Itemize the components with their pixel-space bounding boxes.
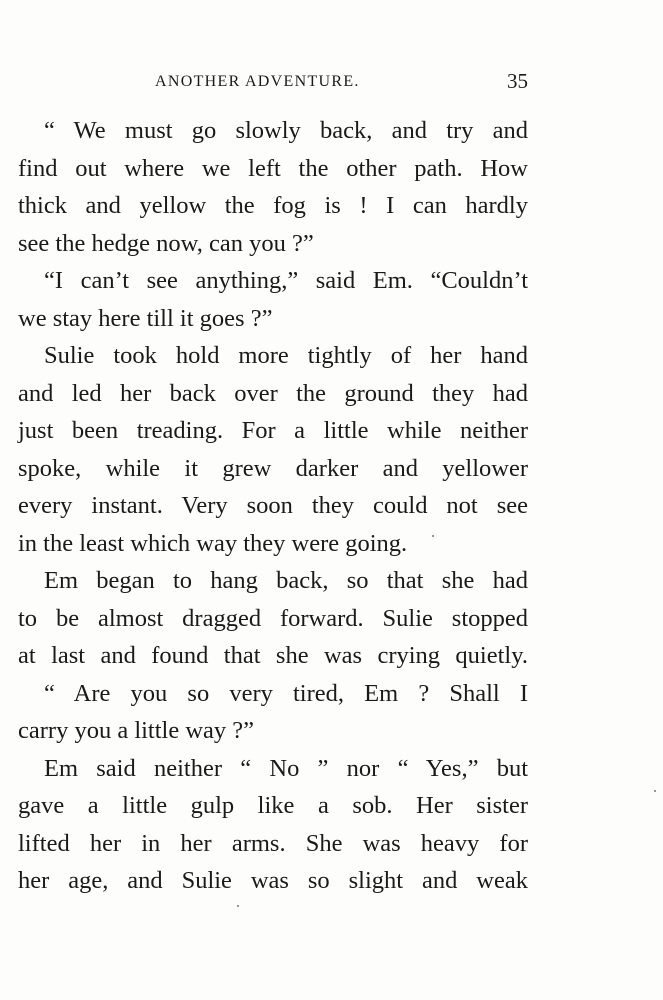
text-line-19: gave a little gulp like a sob. Her sister (18, 792, 528, 819)
text-line-20: lifted her in her arms. She was heavy for (18, 829, 528, 857)
running-head (18, 70, 528, 94)
paper-speck (654, 790, 656, 792)
text-line-18: Em said neither “ No ” nor “ Yes,” but (44, 754, 528, 782)
paper-speck (432, 535, 434, 537)
text-line-6: we stay here till it goes ?” (18, 304, 273, 332)
text-line-7: Sulie took hold more tightly of her hand (44, 342, 528, 369)
text-line-2: find out where we left the other path. How (18, 154, 528, 182)
body-text (18, 112, 528, 900)
text-line-5: “I can’t see anything,” said Em. “Couldn’t (44, 267, 528, 294)
text-line-3: thick and yellow the fog is ! I can hardly (18, 192, 528, 219)
running-title: ANOTHER ADVENTURE. (155, 73, 360, 90)
text-line-9: just been treading. For a little while neither (18, 417, 528, 444)
text-line-15: at last and found that she was crying quietly. (18, 642, 528, 669)
text-line-12: in the least which way they were going. (18, 529, 408, 557)
text-line-16: “ Are you so very tired, Em ? Shall I (44, 679, 528, 707)
text-line-21: her age, and Sulie was so slight and weak (18, 867, 528, 894)
text-line-14: to be almost dragged forward. Sulie stopped (18, 604, 528, 632)
text-line-1: “ We must go slowly back, and try and (44, 117, 528, 144)
page-number: 35 (507, 69, 528, 93)
text-line-4: see the hedge now, can you ?” (18, 229, 314, 257)
text-line-8: and led her back over the ground they had (18, 379, 528, 407)
paper-speck (237, 905, 239, 907)
text-line-10: spoke, while it grew darker and yellower (18, 454, 528, 482)
text-line-13: Em began to hang back, so that she had (44, 567, 528, 594)
text-line-17: carry you a little way ?” (18, 717, 255, 744)
text-line-11: every instant. Very soon they could not see (18, 492, 528, 519)
